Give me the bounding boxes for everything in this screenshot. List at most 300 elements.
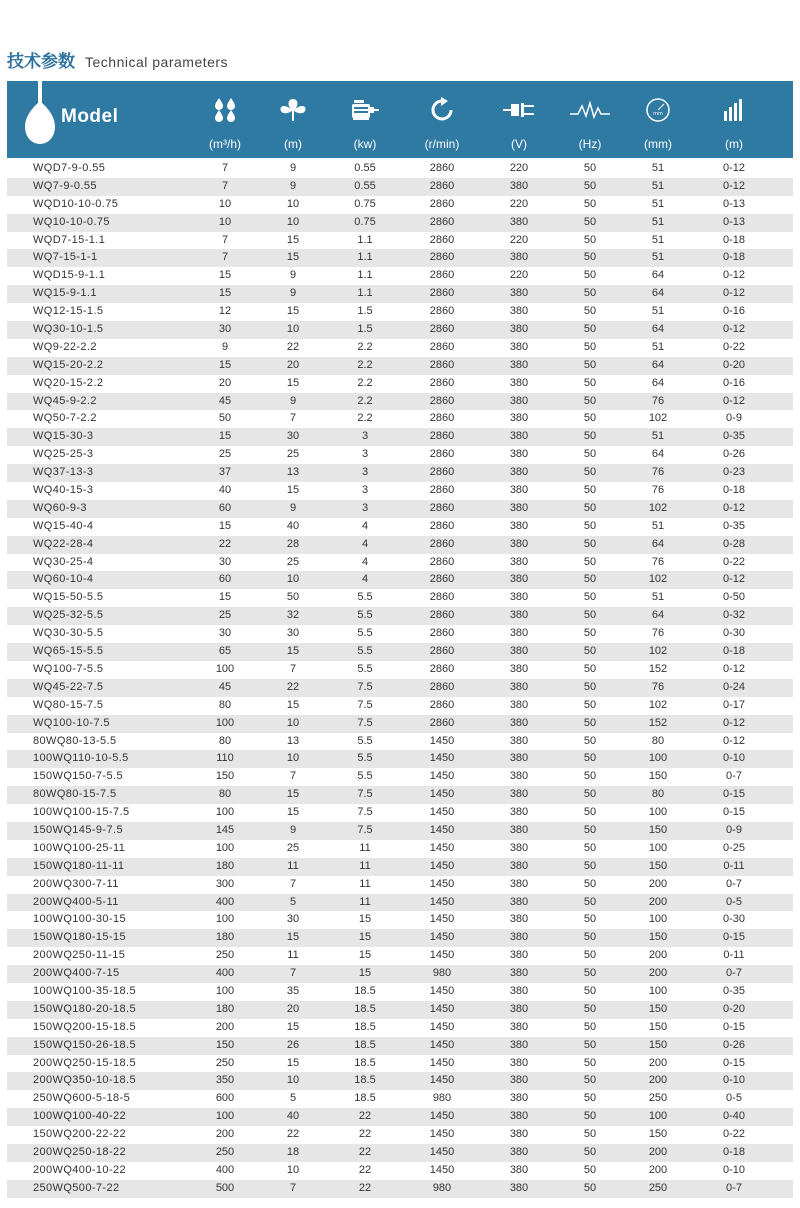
table-row: [7, 267, 793, 285]
cell-model: WQ40-15-3: [33, 484, 94, 497]
cell-diameter: 51: [651, 340, 665, 353]
cell-diameter: 102: [648, 698, 668, 711]
cell-lift: 0-12: [722, 287, 746, 300]
cell-diameter: 64: [651, 537, 665, 550]
cell-flow: 7: [221, 162, 229, 174]
cell-power: 22: [358, 1110, 372, 1123]
cell-model: WQ25-25-3: [33, 448, 94, 461]
cell-power: 1.1: [357, 251, 373, 264]
cell-speed: 2860: [429, 233, 455, 246]
cell-voltage: 380: [509, 913, 529, 926]
cell-flow: 80: [218, 734, 232, 747]
cell-lift: 0-9: [726, 412, 742, 425]
cell-diameter: 150: [648, 823, 668, 836]
cell-speed: 2860: [429, 179, 455, 192]
cell-power: 7.5: [357, 823, 373, 836]
cell-speed: 1450: [429, 841, 455, 854]
cell-lift: 0-9: [726, 823, 742, 836]
cell-head: 30: [286, 913, 300, 926]
unit-frequency: (Hz): [578, 137, 602, 151]
table-row: [7, 357, 793, 375]
cell-head: 7: [289, 967, 297, 980]
cell-diameter: 200: [648, 1056, 668, 1069]
cell-speed: 1450: [429, 752, 455, 765]
cell-speed: 1450: [429, 1145, 455, 1158]
cell-diameter: 100: [648, 752, 668, 765]
cell-lift: 0-17: [722, 698, 746, 711]
cell-diameter: 80: [651, 788, 665, 801]
cell-lift: 0-26: [722, 448, 746, 461]
cell-lift: 0-40: [722, 1110, 746, 1123]
cell-lift: 0-23: [722, 466, 746, 479]
cell-voltage: 380: [509, 1074, 529, 1087]
cell-head: 40: [286, 519, 300, 532]
cell-frequency: 50: [583, 448, 597, 461]
waveform-icon: [570, 100, 610, 120]
cell-head: 25: [286, 555, 300, 568]
cell-head: 15: [286, 1020, 300, 1033]
table-row: [7, 249, 793, 267]
cell-speed: 2860: [429, 484, 455, 497]
cell-model: 150WQ200-22-22: [33, 1128, 127, 1141]
cell-frequency: 50: [583, 1092, 597, 1105]
cell-frequency: 50: [583, 1074, 597, 1087]
cell-lift: 0-15: [722, 806, 746, 819]
cell-frequency: 50: [583, 752, 597, 765]
cell-model: 100WQ100-35-18.5: [33, 984, 137, 997]
table-row: [7, 894, 793, 912]
header-diameter: [628, 81, 688, 158]
cell-lift: 0-35: [722, 519, 746, 532]
table-row: [7, 482, 793, 500]
cell-diameter: 100: [648, 984, 668, 997]
table-row: [7, 1037, 793, 1055]
cell-frequency: 50: [583, 1163, 597, 1176]
cell-head: 15: [286, 698, 300, 711]
cell-flow: 200: [215, 1128, 235, 1141]
header-flow: [195, 81, 255, 158]
cell-model: WQ60-10-4: [33, 573, 94, 586]
cell-power: 18.5: [354, 984, 376, 997]
cell-diameter: 80: [651, 734, 665, 747]
cell-flow: 10: [218, 215, 232, 228]
cell-frequency: 50: [583, 591, 597, 604]
cell-speed: 1450: [429, 1056, 455, 1069]
cell-model: 150WQ200-15-18.5: [33, 1020, 137, 1033]
cell-flow: 150: [215, 1038, 235, 1051]
cell-power: 0.75: [354, 215, 376, 228]
cell-head: 10: [286, 323, 300, 336]
cell-speed: 2860: [429, 680, 455, 693]
cell-flow: 30: [218, 555, 232, 568]
cell-voltage: 380: [509, 877, 529, 890]
table-row: [7, 285, 793, 303]
cell-power: 3: [361, 466, 369, 479]
cell-lift: 0-20: [722, 358, 746, 371]
cell-power: 0.55: [354, 162, 376, 174]
cell-power: 15: [358, 931, 372, 944]
cell-frequency: 50: [583, 895, 597, 908]
cell-voltage: 380: [509, 323, 529, 336]
table-row: [7, 1108, 793, 1126]
cell-lift: 0-22: [722, 555, 746, 568]
cell-lift: 0-10: [722, 1074, 746, 1087]
cell-flow: 250: [215, 949, 235, 962]
cell-frequency: 50: [583, 716, 597, 729]
cell-lift: 0-30: [722, 627, 746, 640]
cell-lift: 0-12: [722, 734, 746, 747]
cell-model: 100WQ100-40-22: [33, 1110, 127, 1123]
cell-diameter: 51: [651, 519, 665, 532]
table-row: [7, 589, 793, 607]
cell-voltage: 380: [509, 823, 529, 836]
cell-diameter: 51: [651, 162, 665, 174]
cell-speed: 1450: [429, 1110, 455, 1123]
cell-model: 150WQ150-26-18.5: [33, 1038, 137, 1051]
cell-power: 22: [358, 1181, 372, 1194]
cell-lift: 0-15: [722, 788, 746, 801]
fountain-icon: [279, 97, 307, 123]
cell-speed: 2860: [429, 251, 455, 264]
cell-flow: 40: [218, 484, 232, 497]
cell-flow: 200: [215, 1020, 235, 1033]
cell-power: 18.5: [354, 1002, 376, 1015]
cell-voltage: 380: [509, 627, 529, 640]
cell-diameter: 51: [651, 591, 665, 604]
cell-lift: 0-5: [726, 1092, 742, 1105]
cell-model: WQ30-10-1.5: [33, 323, 104, 336]
cell-diameter: 51: [651, 179, 665, 192]
cell-head: 50: [286, 591, 300, 604]
cell-frequency: 50: [583, 1020, 597, 1033]
cell-frequency: 50: [583, 555, 597, 568]
table-row: [7, 196, 793, 214]
cell-model: WQ37-13-3: [33, 466, 94, 479]
cell-head: 30: [286, 627, 300, 640]
cell-voltage: 380: [509, 1092, 529, 1105]
cell-speed: 1450: [429, 984, 455, 997]
cell-speed: 2860: [429, 305, 455, 318]
cell-speed: 2860: [429, 197, 455, 210]
cell-model: WQ7-9-0.55: [33, 179, 97, 192]
cell-model: WQ100-7-5.5: [33, 662, 104, 675]
cell-diameter: 102: [648, 501, 668, 514]
cell-diameter: 76: [651, 394, 665, 407]
cell-speed: 2860: [429, 287, 455, 300]
cell-voltage: 380: [509, 841, 529, 854]
cell-power: 3: [361, 501, 369, 514]
cell-voltage: 380: [509, 859, 529, 872]
cell-model: WQ45-9-2.2: [33, 394, 97, 407]
cell-model: WQ20-15-2.2: [33, 376, 104, 389]
cell-flow: 250: [215, 1056, 235, 1069]
cell-head: 28: [286, 537, 300, 550]
cell-diameter: 51: [651, 233, 665, 246]
cell-power: 0.75: [354, 197, 376, 210]
cell-frequency: 50: [583, 1056, 597, 1069]
cell-speed: 2860: [429, 430, 455, 443]
rotation-icon: [429, 97, 455, 123]
cell-lift: 0-12: [722, 162, 746, 174]
header-speed: [412, 81, 472, 158]
cell-power: 18.5: [354, 1056, 376, 1069]
cell-head: 26: [286, 1038, 300, 1051]
table-row: [7, 339, 793, 357]
cell-speed: 1450: [429, 770, 455, 783]
table-row: [7, 554, 793, 572]
header-frequency: [560, 81, 620, 158]
cell-lift: 0-7: [726, 877, 742, 890]
cell-voltage: 380: [509, 1110, 529, 1123]
cell-flow: 12: [218, 305, 232, 318]
cell-model: 150WQ180-15-15: [33, 931, 127, 944]
cell-voltage: 380: [509, 716, 529, 729]
cell-frequency: 50: [583, 913, 597, 926]
cell-head: 9: [289, 162, 297, 174]
cell-model: WQ22-28-4: [33, 537, 94, 550]
table-row: [7, 679, 793, 697]
cell-lift: 0-18: [722, 233, 746, 246]
cell-diameter: 51: [651, 215, 665, 228]
cell-flow: 150: [215, 770, 235, 783]
table-row: [7, 303, 793, 321]
cell-flow: 110: [216, 752, 234, 765]
table-row: [7, 232, 793, 250]
cell-frequency: 50: [583, 394, 597, 407]
cell-diameter: 64: [651, 269, 665, 282]
table-row: [7, 840, 793, 858]
cell-head: 15: [286, 305, 300, 318]
cell-head: 7: [289, 1181, 297, 1194]
bars-icon: [723, 99, 745, 121]
cell-voltage: 380: [509, 1128, 529, 1141]
unit-speed: (r/min): [424, 137, 460, 151]
table-row: [7, 160, 793, 178]
cell-head: 20: [286, 358, 300, 371]
cell-model: WQ25-32-5.5: [33, 609, 104, 622]
cell-lift: 0-35: [722, 430, 746, 443]
cell-flow: 10: [218, 197, 232, 210]
cell-head: 5: [289, 1092, 297, 1105]
cell-model: 80WQ80-13-5.5: [33, 734, 117, 747]
cell-frequency: 50: [583, 251, 597, 264]
cell-head: 40: [286, 1110, 300, 1123]
cell-head: 7: [289, 412, 297, 425]
cell-flow: 30: [218, 627, 232, 640]
cell-model: WQ15-30-3: [33, 430, 94, 443]
cell-power: 1.1: [357, 233, 373, 246]
cell-power: 5.5: [357, 645, 373, 658]
cell-model: 200WQ400-10-22: [33, 1163, 127, 1176]
cell-head: 32: [286, 609, 300, 622]
cell-voltage: 380: [509, 734, 529, 747]
table-row: [7, 911, 793, 929]
cell-frequency: 50: [583, 788, 597, 801]
cell-frequency: 50: [583, 984, 597, 997]
cell-model: 250WQ500-7-22: [33, 1181, 120, 1194]
table-row: [7, 876, 793, 894]
cell-frequency: 50: [583, 519, 597, 532]
cell-power: 5.5: [357, 662, 373, 675]
cell-lift: 0-50: [722, 591, 746, 604]
unit-head: (m): [284, 137, 302, 151]
cell-diameter: 102: [648, 412, 668, 425]
motor-icon: [350, 98, 380, 122]
cell-speed: 1450: [429, 931, 455, 944]
cell-flow: 15: [218, 591, 232, 604]
header-head: [263, 81, 323, 158]
cell-voltage: 380: [509, 287, 529, 300]
cell-speed: 2860: [429, 269, 455, 282]
cell-model: WQ30-30-5.5: [33, 627, 104, 640]
cell-model: 250WQ600-5-18-5: [33, 1092, 131, 1105]
cell-voltage: 380: [509, 519, 529, 532]
cell-flow: 25: [218, 609, 232, 622]
cell-power: 4: [361, 555, 369, 568]
cell-head: 11: [287, 949, 299, 962]
cell-flow: 60: [218, 573, 232, 586]
cell-diameter: 64: [651, 448, 665, 461]
cell-flow: 100: [215, 806, 235, 819]
cell-model: 100WQ100-30-15: [33, 913, 127, 926]
cell-head: 10: [286, 1163, 300, 1176]
cell-diameter: 250: [648, 1181, 668, 1194]
cell-diameter: 150: [648, 1128, 668, 1141]
cell-head: 15: [286, 251, 300, 264]
cell-lift: 0-18: [722, 251, 746, 264]
cell-head: 15: [286, 1056, 300, 1069]
cell-speed: 1450: [429, 1038, 455, 1051]
cell-frequency: 50: [583, 967, 597, 980]
cell-flow: 45: [218, 394, 232, 407]
cell-voltage: 380: [509, 1181, 529, 1194]
cell-flow: 7: [221, 179, 229, 192]
cell-speed: 2860: [429, 555, 455, 568]
cell-flow: 7: [221, 251, 229, 264]
cell-head: 15: [286, 484, 300, 497]
cell-model: 150WQ180-20-18.5: [33, 1002, 137, 1015]
cell-flow: 100: [215, 1110, 235, 1123]
cell-speed: 1450: [429, 788, 455, 801]
cell-voltage: 380: [509, 215, 529, 228]
cell-head: 13: [286, 734, 300, 747]
cell-flow: 45: [218, 680, 232, 693]
cell-voltage: 380: [509, 967, 529, 980]
cell-frequency: 50: [583, 323, 597, 336]
cell-voltage: 380: [509, 949, 529, 962]
title-english: Technical parameters: [85, 54, 229, 70]
cell-lift: 0-24: [722, 680, 746, 693]
cell-frequency: 50: [583, 162, 597, 174]
cell-diameter: 64: [651, 358, 665, 371]
cell-diameter: 102: [648, 645, 668, 658]
cell-flow: 37: [218, 466, 232, 479]
cell-power: 15: [358, 913, 372, 926]
cell-model: WQ15-50-5.5: [33, 591, 104, 604]
cell-frequency: 50: [583, 376, 597, 389]
cell-head: 25: [286, 841, 300, 854]
cell-speed: 1450: [429, 913, 455, 926]
cell-power: 7.5: [357, 698, 373, 711]
cell-speed: 1450: [429, 1002, 455, 1015]
cell-frequency: 50: [583, 305, 597, 318]
cell-model: WQ15-9-1.1: [33, 287, 97, 300]
cell-lift: 0-25: [722, 841, 746, 854]
cell-power: 4: [361, 537, 369, 550]
cell-flow: 65: [218, 645, 232, 658]
title-chinese: 技术参数: [7, 52, 75, 72]
cell-voltage: 380: [509, 645, 529, 658]
cell-frequency: 50: [583, 1128, 597, 1141]
cell-diameter: 51: [651, 197, 665, 210]
cell-speed: 1450: [429, 806, 455, 819]
cell-frequency: 50: [583, 358, 597, 371]
section-title: [7, 47, 228, 73]
cell-head: 10: [286, 215, 300, 228]
cell-voltage: 380: [509, 340, 529, 353]
cell-model: 200WQ400-5-11: [33, 895, 119, 908]
table-row: [7, 518, 793, 536]
cell-diameter: 76: [651, 484, 665, 497]
cell-lift: 0-22: [722, 1128, 746, 1141]
cell-diameter: 100: [648, 841, 668, 854]
cell-frequency: 50: [583, 645, 597, 658]
cell-power: 1.5: [357, 305, 373, 318]
cell-speed: 2860: [429, 358, 455, 371]
cell-power: 11: [359, 877, 371, 890]
cell-diameter: 76: [651, 627, 665, 640]
cell-diameter: 200: [648, 967, 668, 980]
cell-model: WQ30-25-4: [33, 555, 94, 568]
cell-lift: 0-26: [722, 1038, 746, 1051]
cell-voltage: 380: [509, 430, 529, 443]
table-row: [7, 715, 793, 733]
cell-voltage: 380: [509, 662, 529, 675]
cell-model: WQD15-9-1.1: [33, 269, 106, 282]
cell-head: 7: [289, 662, 297, 675]
cell-model: WQD7-15-1.1: [33, 233, 106, 246]
cell-diameter: 250: [648, 1092, 668, 1105]
cell-diameter: 100: [648, 1110, 668, 1123]
cell-voltage: 380: [509, 448, 529, 461]
cell-head: 15: [286, 645, 300, 658]
cell-model: WQ100-10-7.5: [33, 716, 110, 729]
cell-speed: 1450: [429, 1163, 455, 1176]
cell-speed: 2860: [429, 376, 455, 389]
unit-flow: (m³/h): [209, 137, 241, 151]
cell-speed: 2860: [429, 412, 455, 425]
cell-lift: 0-35: [722, 984, 746, 997]
cell-model: WQ80-15-7.5: [33, 698, 104, 711]
cell-model: 150WQ150-7-5.5: [33, 770, 123, 783]
cell-power: 18.5: [354, 1020, 376, 1033]
table-row: [7, 1180, 793, 1198]
cell-flow: 7: [221, 233, 229, 246]
cell-frequency: 50: [583, 179, 597, 192]
cell-speed: 1450: [429, 895, 455, 908]
cell-power: 7.5: [357, 716, 373, 729]
cell-frequency: 50: [583, 609, 597, 622]
cell-frequency: 50: [583, 877, 597, 890]
table-row: [7, 428, 793, 446]
cell-lift: 0-20: [722, 1002, 746, 1015]
cell-flow: 350: [215, 1074, 235, 1087]
cell-flow: 100: [215, 841, 235, 854]
table-row: [7, 625, 793, 643]
cell-lift: 0-10: [722, 752, 746, 765]
cell-flow: 15: [218, 269, 232, 282]
header-power: [335, 81, 395, 158]
